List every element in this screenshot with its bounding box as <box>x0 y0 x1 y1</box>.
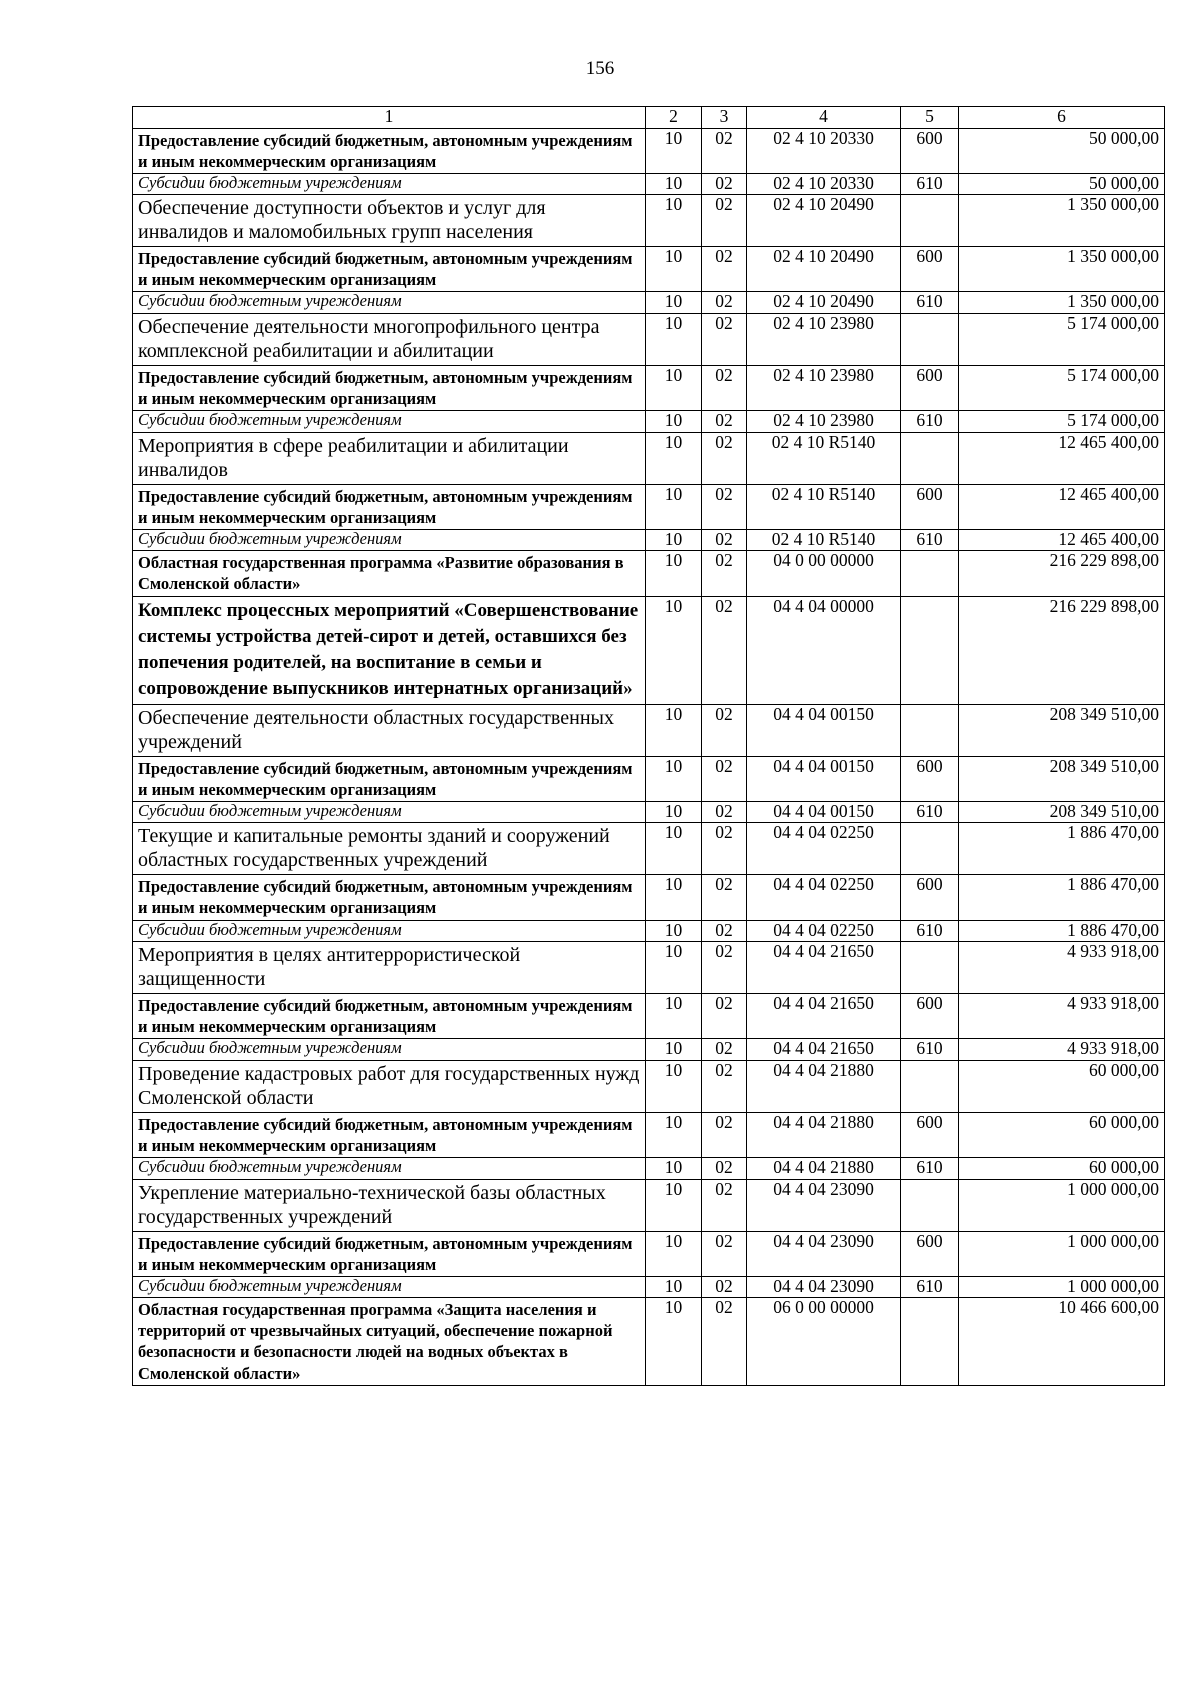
expense-type-cell: 610 <box>901 292 959 314</box>
table-row <box>133 551 1165 596</box>
item-name-cell: Предоставление субсидий бюджетным, автономным учреждениям и иным некоммерческим организациям <box>133 484 646 529</box>
target-article-cell: 04 0 00 00000 <box>747 551 901 596</box>
table-row <box>133 1060 1165 1112</box>
table-row <box>133 1112 1165 1157</box>
subsection-code-cell: 02 <box>702 1276 747 1298</box>
subsection-code-cell: 02 <box>702 529 747 551</box>
item-name-cell: Субсидии бюджетным учреждениям <box>133 920 646 942</box>
amount-cell: 12 465 400,00 <box>959 529 1165 551</box>
item-name-cell: Субсидии бюджетным учреждениям <box>133 292 646 314</box>
table-row <box>133 529 1165 551</box>
amount-cell: 216 229 898,00 <box>959 596 1165 704</box>
subsection-code-cell: 02 <box>702 1231 747 1276</box>
section-code-cell: 10 <box>646 942 702 994</box>
subsection-code-cell: 02 <box>702 432 747 484</box>
table-row <box>133 1158 1165 1180</box>
expense-type-cell <box>901 313 959 365</box>
target-article-cell: 02 4 10 23980 <box>747 411 901 433</box>
target-article-cell: 04 4 04 21880 <box>747 1060 901 1112</box>
section-code-cell: 10 <box>646 484 702 529</box>
target-article-cell: 04 4 04 21650 <box>747 1039 901 1061</box>
target-article-cell: 04 4 04 21880 <box>747 1112 901 1157</box>
item-name-cell: Обеспечение деятельности многопрофильного центра комплексной реабилитации и абилитации <box>133 313 646 365</box>
target-article-cell: 04 4 04 21880 <box>747 1158 901 1180</box>
target-article-cell: 02 4 10 R5140 <box>747 432 901 484</box>
subsection-code-cell: 02 <box>702 484 747 529</box>
header-cell-2: 2 <box>646 107 702 129</box>
table-row <box>133 1179 1165 1231</box>
table-row <box>133 247 1165 292</box>
expense-type-cell: 600 <box>901 994 959 1039</box>
expense-type-cell <box>901 942 959 994</box>
target-article-cell: 02 4 10 20490 <box>747 247 901 292</box>
expense-type-cell: 600 <box>901 484 959 529</box>
section-code-cell: 10 <box>646 529 702 551</box>
table-row <box>133 128 1165 173</box>
expense-type-cell: 610 <box>901 1276 959 1298</box>
section-code-cell: 10 <box>646 1039 702 1061</box>
expense-type-cell: 600 <box>901 128 959 173</box>
table-row <box>133 942 1165 994</box>
amount-cell: 5 174 000,00 <box>959 411 1165 433</box>
item-name-cell: Предоставление субсидий бюджетным, автономным учреждениям и иным некоммерческим организациям <box>133 1112 646 1157</box>
item-name-cell: Предоставление субсидий бюджетным, автономным учреждениям и иным некоммерческим организациям <box>133 1231 646 1276</box>
amount-cell: 1 000 000,00 <box>959 1231 1165 1276</box>
subsection-code-cell: 02 <box>702 1112 747 1157</box>
expense-type-cell: 610 <box>901 411 959 433</box>
table-row <box>133 875 1165 920</box>
amount-cell: 1 350 000,00 <box>959 247 1165 292</box>
subsection-code-cell: 02 <box>702 823 747 875</box>
table-row <box>133 596 1165 704</box>
page-number: 156 <box>585 58 615 79</box>
table-row <box>133 292 1165 314</box>
subsection-code-cell: 02 <box>702 1060 747 1112</box>
subsection-code-cell: 02 <box>702 801 747 823</box>
expense-type-cell <box>901 551 959 596</box>
subsection-code-cell: 02 <box>702 173 747 195</box>
item-name-cell: Мероприятия в сфере реабилитации и абилитации инвалидов <box>133 432 646 484</box>
section-code-cell: 10 <box>646 365 702 410</box>
amount-cell: 60 000,00 <box>959 1060 1165 1112</box>
section-code-cell: 10 <box>646 756 702 801</box>
section-code-cell: 10 <box>646 1060 702 1112</box>
subsection-code-cell: 02 <box>702 292 747 314</box>
section-code-cell: 10 <box>646 411 702 433</box>
section-code-cell: 10 <box>646 432 702 484</box>
expense-type-cell <box>901 1298 959 1385</box>
target-article-cell: 02 4 10 R5140 <box>747 484 901 529</box>
target-article-cell: 02 4 10 20330 <box>747 128 901 173</box>
item-name-cell: Предоставление субсидий бюджетным, автономным учреждениям и иным некоммерческим организациям <box>133 247 646 292</box>
section-code-cell: 10 <box>646 1158 702 1180</box>
expense-type-cell: 610 <box>901 173 959 195</box>
item-name-cell: Предоставление субсидий бюджетным, автономным учреждениям и иным некоммерческим организациям <box>133 365 646 410</box>
subsection-code-cell: 02 <box>702 128 747 173</box>
section-code-cell: 10 <box>646 875 702 920</box>
amount-cell: 5 174 000,00 <box>959 313 1165 365</box>
item-name-cell: Предоставление субсидий бюджетным, автономным учреждениям и иным некоммерческим организациям <box>133 994 646 1039</box>
table-row <box>133 484 1165 529</box>
item-name-cell: Субсидии бюджетным учреждениям <box>133 1039 646 1061</box>
target-article-cell: 02 4 10 20490 <box>747 195 901 247</box>
amount-cell: 60 000,00 <box>959 1158 1165 1180</box>
amount-cell: 1 000 000,00 <box>959 1276 1165 1298</box>
expense-type-cell <box>901 704 959 756</box>
expense-type-cell <box>901 1060 959 1112</box>
item-name-cell: Субсидии бюджетным учреждениям <box>133 529 646 551</box>
table-row <box>133 823 1165 875</box>
subsection-code-cell: 02 <box>702 365 747 410</box>
subsection-code-cell: 02 <box>702 596 747 704</box>
target-article-cell: 04 4 04 23090 <box>747 1179 901 1231</box>
expense-type-cell: 600 <box>901 1231 959 1276</box>
amount-cell: 50 000,00 <box>959 173 1165 195</box>
subsection-code-cell: 02 <box>702 313 747 365</box>
expense-type-cell: 610 <box>901 529 959 551</box>
subsection-code-cell: 02 <box>702 1179 747 1231</box>
expense-type-cell: 600 <box>901 365 959 410</box>
amount-cell: 60 000,00 <box>959 1112 1165 1157</box>
target-article-cell: 02 4 10 23980 <box>747 365 901 410</box>
table-row <box>133 801 1165 823</box>
table-row <box>133 365 1165 410</box>
target-article-cell: 04 4 04 02250 <box>747 875 901 920</box>
amount-cell: 216 229 898,00 <box>959 551 1165 596</box>
table-row <box>133 1231 1165 1276</box>
item-name-cell: Комплекс процессных мероприятий «Совершенствование системы устройства детей-сирот и детей, оставшихся без попечения родителей, на воспитание в семьи и сопровождение выпускников интернатных организаций» <box>133 596 646 704</box>
section-code-cell: 10 <box>646 994 702 1039</box>
subsection-code-cell: 02 <box>702 1039 747 1061</box>
section-code-cell: 10 <box>646 1298 702 1385</box>
amount-cell: 5 174 000,00 <box>959 365 1165 410</box>
amount-cell: 12 465 400,00 <box>959 432 1165 484</box>
expense-type-cell <box>901 432 959 484</box>
expense-type-cell: 600 <box>901 756 959 801</box>
amount-cell: 50 000,00 <box>959 128 1165 173</box>
section-code-cell: 10 <box>646 1112 702 1157</box>
amount-cell: 1 886 470,00 <box>959 920 1165 942</box>
expense-type-cell: 610 <box>901 920 959 942</box>
amount-cell: 1 886 470,00 <box>959 823 1165 875</box>
item-name-cell: Областная государственная программа «Развитие образования в Смоленской области» <box>133 551 646 596</box>
amount-cell: 1 350 000,00 <box>959 195 1165 247</box>
target-article-cell: 04 4 04 02250 <box>747 920 901 942</box>
section-code-cell: 10 <box>646 195 702 247</box>
item-name-cell: Предоставление субсидий бюджетным, автономным учреждениям и иным некоммерческим организациям <box>133 128 646 173</box>
section-code-cell: 10 <box>646 173 702 195</box>
section-code-cell: 10 <box>646 128 702 173</box>
section-code-cell: 10 <box>646 596 702 704</box>
budget-table <box>132 106 1165 1386</box>
header-cell-1: 1 <box>133 107 646 129</box>
target-article-cell: 04 4 04 00000 <box>747 596 901 704</box>
expense-type-cell: 600 <box>901 875 959 920</box>
expense-type-cell: 610 <box>901 1158 959 1180</box>
section-code-cell: 10 <box>646 704 702 756</box>
header-cell-3: 3 <box>702 107 747 129</box>
expense-type-cell <box>901 596 959 704</box>
section-code-cell: 10 <box>646 801 702 823</box>
table-row <box>133 195 1165 247</box>
item-name-cell: Предоставление субсидий бюджетным, автономным учреждениям и иным некоммерческим организациям <box>133 875 646 920</box>
item-name-cell: Обеспечение доступности объектов и услуг для инвалидов и маломобильных групп населения <box>133 195 646 247</box>
header-cell-5: 5 <box>901 107 959 129</box>
item-name-cell: Обеспечение деятельности областных государственных учреждений <box>133 704 646 756</box>
subsection-code-cell: 02 <box>702 704 747 756</box>
amount-cell: 208 349 510,00 <box>959 704 1165 756</box>
target-article-cell: 06 0 00 00000 <box>747 1298 901 1385</box>
expense-type-cell: 600 <box>901 247 959 292</box>
item-name-cell: Текущие и капитальные ремонты зданий и сооружений областных государственных учреждений <box>133 823 646 875</box>
amount-cell: 1 350 000,00 <box>959 292 1165 314</box>
amount-cell: 4 933 918,00 <box>959 994 1165 1039</box>
target-article-cell: 02 4 10 20330 <box>747 173 901 195</box>
expense-type-cell <box>901 195 959 247</box>
section-code-cell: 10 <box>646 920 702 942</box>
target-article-cell: 02 4 10 20490 <box>747 292 901 314</box>
item-name-cell: Субсидии бюджетным учреждениям <box>133 1276 646 1298</box>
table-row <box>133 1039 1165 1061</box>
subsection-code-cell: 02 <box>702 411 747 433</box>
target-article-cell: 04 4 04 23090 <box>747 1276 901 1298</box>
table-row <box>133 411 1165 433</box>
table-row <box>133 313 1165 365</box>
table-row <box>133 1276 1165 1298</box>
header-cell-4: 4 <box>747 107 901 129</box>
amount-cell: 12 465 400,00 <box>959 484 1165 529</box>
amount-cell: 208 349 510,00 <box>959 801 1165 823</box>
table-row <box>133 432 1165 484</box>
target-article-cell: 04 4 04 00150 <box>747 756 901 801</box>
target-article-cell: 04 4 04 21650 <box>747 994 901 1039</box>
target-article-cell: 04 4 04 21650 <box>747 942 901 994</box>
section-code-cell: 10 <box>646 823 702 875</box>
section-code-cell: 10 <box>646 1276 702 1298</box>
subsection-code-cell: 02 <box>702 551 747 596</box>
table-row <box>133 920 1165 942</box>
item-name-cell: Областная государственная программа «Защита населения и территорий от чрезвычайных ситуаций, обеспечение пожарной безопасности и безопасности людей на водных объектах в Смоленской области» <box>133 1298 646 1385</box>
section-code-cell: 10 <box>646 1179 702 1231</box>
amount-cell: 10 466 600,00 <box>959 1298 1165 1385</box>
amount-cell: 4 933 918,00 <box>959 942 1165 994</box>
target-article-cell: 04 4 04 23090 <box>747 1231 901 1276</box>
section-code-cell: 10 <box>646 292 702 314</box>
expense-type-cell <box>901 1179 959 1231</box>
subsection-code-cell: 02 <box>702 1298 747 1385</box>
target-article-cell: 02 4 10 R5140 <box>747 529 901 551</box>
subsection-code-cell: 02 <box>702 942 747 994</box>
item-name-cell: Проведение кадастровых работ для государственных нужд Смоленской области <box>133 1060 646 1112</box>
table-header-row <box>133 107 1165 129</box>
table-row <box>133 1298 1165 1385</box>
item-name-cell: Субсидии бюджетным учреждениям <box>133 1158 646 1180</box>
expense-type-cell <box>901 823 959 875</box>
subsection-code-cell: 02 <box>702 994 747 1039</box>
subsection-code-cell: 02 <box>702 756 747 801</box>
item-name-cell: Укрепление материально-технической базы областных государственных учреждений <box>133 1179 646 1231</box>
section-code-cell: 10 <box>646 247 702 292</box>
table-row <box>133 756 1165 801</box>
section-code-cell: 10 <box>646 1231 702 1276</box>
expense-type-cell: 610 <box>901 1039 959 1061</box>
section-code-cell: 10 <box>646 313 702 365</box>
table-row <box>133 704 1165 756</box>
subsection-code-cell: 02 <box>702 247 747 292</box>
amount-cell: 1 886 470,00 <box>959 875 1165 920</box>
table-row <box>133 173 1165 195</box>
section-code-cell: 10 <box>646 551 702 596</box>
subsection-code-cell: 02 <box>702 875 747 920</box>
header-cell-6: 6 <box>959 107 1165 129</box>
subsection-code-cell: 02 <box>702 920 747 942</box>
table-row <box>133 994 1165 1039</box>
amount-cell: 1 000 000,00 <box>959 1179 1165 1231</box>
subsection-code-cell: 02 <box>702 195 747 247</box>
expense-type-cell: 610 <box>901 801 959 823</box>
subsection-code-cell: 02 <box>702 1158 747 1180</box>
budget-table-body <box>133 107 1165 1386</box>
item-name-cell: Предоставление субсидий бюджетным, автономным учреждениям и иным некоммерческим организациям <box>133 756 646 801</box>
amount-cell: 4 933 918,00 <box>959 1039 1165 1061</box>
amount-cell: 208 349 510,00 <box>959 756 1165 801</box>
target-article-cell: 02 4 10 23980 <box>747 313 901 365</box>
item-name-cell: Субсидии бюджетным учреждениям <box>133 801 646 823</box>
target-article-cell: 04 4 04 00150 <box>747 801 901 823</box>
item-name-cell: Субсидии бюджетным учреждениям <box>133 173 646 195</box>
item-name-cell: Мероприятия в целях антитеррористической защищенности <box>133 942 646 994</box>
target-article-cell: 04 4 04 02250 <box>747 823 901 875</box>
expense-type-cell: 600 <box>901 1112 959 1157</box>
target-article-cell: 04 4 04 00150 <box>747 704 901 756</box>
item-name-cell: Субсидии бюджетным учреждениям <box>133 411 646 433</box>
